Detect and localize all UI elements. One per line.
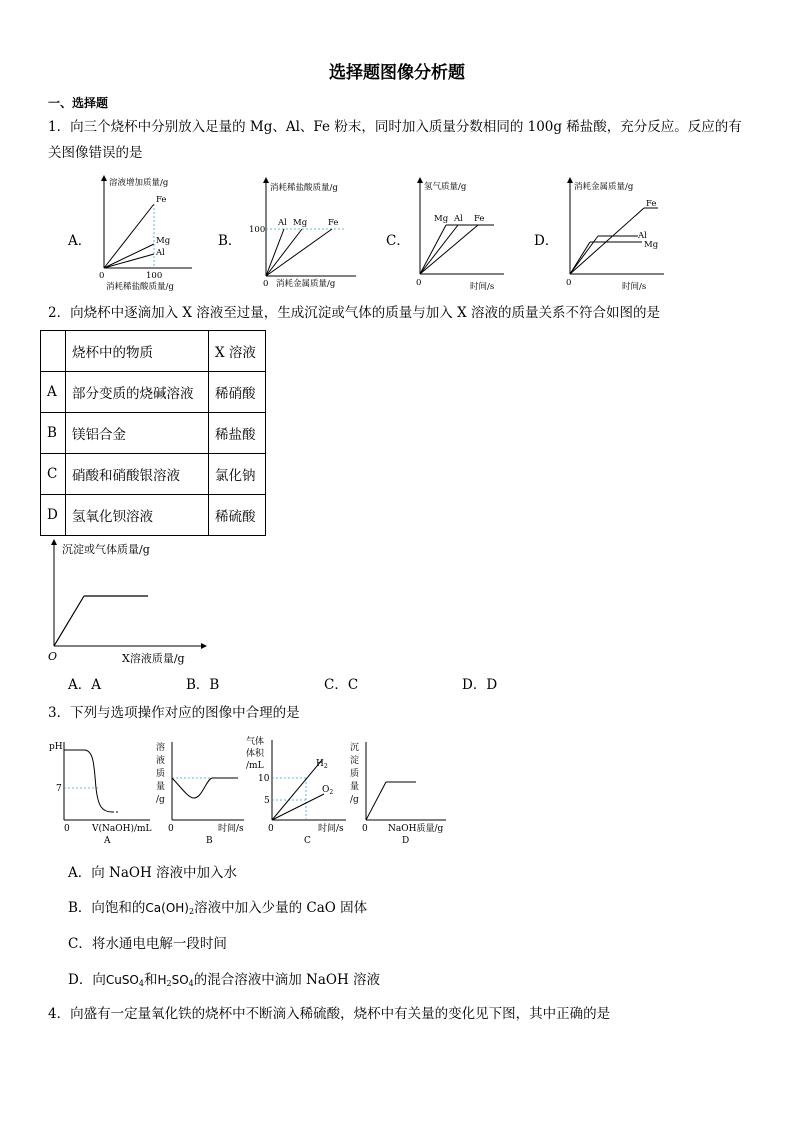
q3d-ylabel-1: 沉 <box>350 743 360 753</box>
table-cell: 稀硝酸 <box>209 372 266 413</box>
table-header-cell: 烧杯中的物质 <box>66 331 209 372</box>
q1d-origin: 0 <box>566 278 572 288</box>
table-row <box>41 454 266 495</box>
q3d-name: D <box>402 836 410 846</box>
table-cell: 镁铝合金 <box>66 413 209 454</box>
q3c-ylabel-3: /mL <box>246 761 264 771</box>
q3b-origin: 0 <box>168 824 174 834</box>
q2-graph-xlabel: X溶液质量/g <box>122 652 185 665</box>
q3-graph-d <box>346 736 458 848</box>
q1b-ytick: 100 <box>249 225 266 235</box>
q3d-xlabel: NaOH质量/g <box>388 824 444 834</box>
q3c-ytick-10: 10 <box>258 774 270 784</box>
q2-graph <box>40 538 210 668</box>
q1c-ylabel: 氢气质量/g <box>424 182 467 192</box>
q3a-origin: 0 <box>64 824 70 834</box>
table-cell: C <box>41 454 66 495</box>
table-cell: 氯化钠 <box>209 454 266 495</box>
table-cell: B <box>41 413 66 454</box>
q3a-ylabel: pH <box>49 742 63 752</box>
q1a-ylabel: 溶液增加质量/g <box>109 178 169 188</box>
q1-option-d: D． <box>534 233 559 249</box>
q3-option-a: A．向 NaOH 溶液中加入水 <box>68 865 238 881</box>
q1b-label-fe: Fe <box>328 218 339 228</box>
q1c-origin: 0 <box>416 278 422 288</box>
q1d-label-fe: Fe <box>646 199 657 209</box>
q3-graph-b <box>150 736 250 848</box>
q3d-ylabel-3: 质 <box>350 769 360 779</box>
q3d-origin: 0 <box>362 824 368 834</box>
table-header-cell <box>41 331 66 372</box>
q2-graph-origin: O <box>48 650 58 663</box>
q1b-origin: 0 <box>263 279 269 289</box>
table-row <box>41 331 266 372</box>
q1a-label-al: Al <box>156 248 165 258</box>
table-row <box>41 495 266 536</box>
q1a-origin: 0 <box>99 271 105 281</box>
q1d-xlabel: 时间/s <box>622 282 647 292</box>
q1c-xlabel: 时间/s <box>470 282 495 292</box>
table-cell: 部分变质的烧碱溶液 <box>66 372 209 413</box>
q3c-ylabel-1: 气体 <box>246 737 265 747</box>
table-row <box>41 413 266 454</box>
q1d-ylabel: 消耗金属质量/g <box>574 182 634 192</box>
q3a-ytick: 7 <box>56 784 62 794</box>
question-3-text: 3．下列与选项操作对应的图像中合理的是 <box>48 705 300 721</box>
q3-option-b: B．向饱和的$Ca(OH)_2$溶液中加入少量的 CaO 固体 <box>68 900 368 916</box>
q3-graph-c <box>242 730 352 848</box>
table-cell: 硝酸和硝酸银溶液 <box>66 454 209 495</box>
q1-graph-d <box>560 172 675 294</box>
q3c-label-o2: $O_2$ <box>322 785 334 796</box>
q1b-label-mg: Mg <box>293 218 308 228</box>
table-cell: A <box>41 372 66 413</box>
q2-choice-a: A．A <box>68 677 101 693</box>
q1b-label-al: Al <box>278 218 287 228</box>
q3d-ylabel-4: 量 <box>350 782 360 792</box>
q1c-label-al: Al <box>454 214 463 224</box>
q3b-ylabel-5: /g <box>156 795 165 805</box>
q3b-ylabel-2: 液 <box>156 756 166 766</box>
table-cell: 稀盐酸 <box>209 413 266 454</box>
q1-graph-a <box>92 172 202 294</box>
q1a-xlabel: 消耗稀盐酸质量/g <box>106 282 174 292</box>
q1d-label-al: Al <box>638 231 647 241</box>
q3b-xlabel: 时间/s <box>218 824 244 834</box>
q3c-xlabel: 时间/s <box>318 824 344 834</box>
q1c-label-mg: Mg <box>434 214 449 224</box>
section-heading: 一、选择题 <box>48 96 109 110</box>
q2-choice-d: D．D <box>462 677 498 693</box>
q1-graph-c <box>410 172 510 294</box>
q1-option-c: C． <box>386 233 410 249</box>
q2-table <box>40 330 266 536</box>
q3c-origin: 0 <box>268 824 274 834</box>
q3a-name: A <box>104 836 111 846</box>
q3-option-c: C．将水通电电解一段时间 <box>68 936 227 952</box>
q1d-label-mg: Mg <box>644 240 659 250</box>
page-title: 选择题图像分析题 <box>329 63 465 83</box>
q1a-xtick: 100 <box>146 271 163 281</box>
q3c-name: C <box>304 836 311 846</box>
q3c-ylabel-2: 体积 <box>246 749 265 759</box>
q3a-xlabel: V(NaOH)/mL <box>92 824 152 834</box>
q3b-ylabel-1: 溶 <box>156 743 166 753</box>
question-1-text: 1．向三个烧杯中分别放入足量的 Mg、Al、Fe 粉末，同时加入质量分数相同的 100g 稀盐酸，充分反应。反应的有关图像错误的是 <box>48 119 742 161</box>
q3c-label-h2: $H_2$ <box>316 759 328 770</box>
q2-choice-c: C．C <box>324 677 359 693</box>
q2-choice-b: B．B <box>186 677 220 693</box>
q1-option-b: B． <box>218 233 242 249</box>
q1a-label-mg: Mg <box>156 236 171 246</box>
table-row <box>41 372 266 413</box>
q3b-ylabel-4: 量 <box>156 782 166 792</box>
q1b-ylabel: 消耗稀盐酸质量/g <box>270 183 338 193</box>
q1c-label-fe: Fe <box>474 214 485 224</box>
q3d-ylabel-5: /g <box>350 795 359 805</box>
q3-option-d: D．向CuSO$_4$和$H_2SO_4$的混合溶液中滴加 NaOH 溶液 <box>68 972 381 988</box>
q1-graph-b <box>244 172 364 294</box>
q3b-name: B <box>206 836 213 846</box>
q1a-label-fe: Fe <box>156 195 167 205</box>
q1b-xlabel: 消耗金属质量/g <box>276 279 336 289</box>
table-header-cell: X 溶液 <box>209 331 266 372</box>
q3b-ylabel-3: 质 <box>156 769 166 779</box>
q2-graph-ylabel: 沉淀或气体质量/g <box>62 543 150 556</box>
q3-graph-a <box>46 736 158 848</box>
question-2-text: 2．向烧杯中逐滴加入 X 溶液至过量，生成沉淀或气体的质量与加入 X 溶液的质量关系不符合如图的是 <box>48 305 660 321</box>
q2-choices <box>68 673 497 693</box>
table-cell: 稀硫酸 <box>209 495 266 536</box>
q3d-ylabel-2: 淀 <box>350 756 360 766</box>
question-4-text: 4．向盛有一定量氧化铁的烧杯中不断滴入稀硫酸，烧杯中有关量的变化见下图，其中正确的是 <box>48 1006 611 1022</box>
table-cell: D <box>41 495 66 536</box>
table-cell: 氢氧化钡溶液 <box>66 495 209 536</box>
q1-option-a: A． <box>68 233 92 249</box>
q3c-ytick-5: 5 <box>264 796 270 806</box>
